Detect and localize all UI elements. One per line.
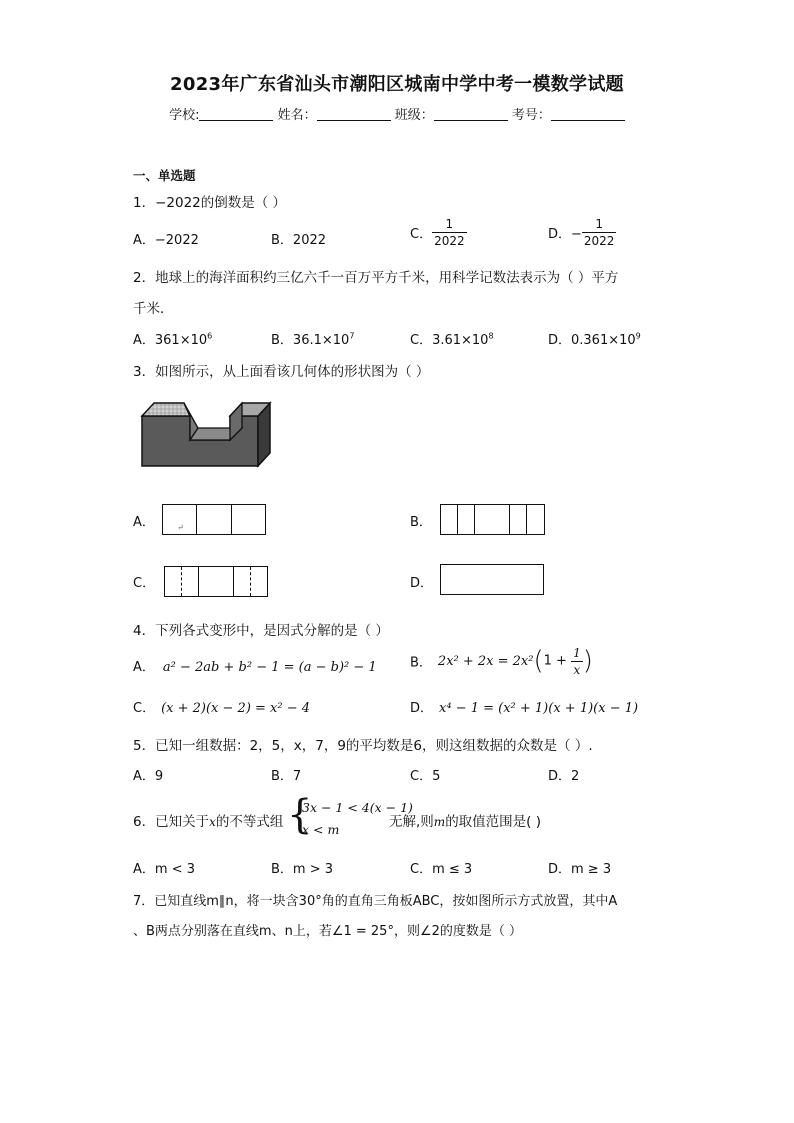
q4-option-b[interactable]: B． 2x² + 2x = 2x²(1 + $\frac{1}{x}$ ) — [410, 645, 593, 677]
class-blank[interactable] — [434, 107, 508, 121]
q1-option-c-fraction: $\frac{1}{2022}$ — [434, 217, 465, 248]
school-label: 学校: — [169, 108, 200, 123]
q1-stem: 1．−2022的倒数是（ ） — [133, 195, 287, 211]
q1-option-d-label: D．− — [548, 227, 582, 242]
number-label: 考号： — [511, 108, 551, 123]
q4-stem: 4．下列各式变形中，是因式分解的是（ ） — [133, 623, 389, 639]
q1-option-a[interactable]: A．−2022 — [133, 233, 199, 248]
q3-option-a-figure[interactable] — [162, 504, 266, 535]
class-label: 班级： — [394, 108, 434, 123]
q5-stem: 5．已知一组数据：2，5，x，7，9的平均数是6，则这组数据的众数是（ ）. — [133, 738, 593, 754]
system-brace: { — [287, 792, 313, 838]
q2-stem: 2．地球上的海洋面积约三亿六千一百万平方千米，用科学记数法表示为（ ）平方 — [133, 270, 619, 286]
q5-option-a[interactable]: A．9 — [133, 769, 164, 784]
q4-option-d[interactable]: D． x⁴ − 1 = (x² + 1)(x + 1)(x − 1) — [410, 701, 639, 716]
q3-option-c-figure[interactable] — [164, 566, 268, 597]
q7-stem: 7．已知直线m∥n，将一块含30°角的直角三角板ABC，按如图所示方式放置，其中A — [133, 894, 618, 909]
q2-option-c[interactable]: C．$3.61\times 10^8$ — [410, 331, 494, 348]
q1-option-d[interactable] — [548, 218, 616, 247]
q6-stem-post: 无解,则m的取值范围是( ) — [389, 814, 542, 830]
q1-option-c[interactable] — [410, 218, 467, 247]
q5-option-b[interactable]: B．7 — [271, 769, 302, 784]
q6-option-d[interactable]: D．m ≥ 3 — [548, 862, 612, 877]
q5-option-d[interactable]: D．2 — [548, 769, 580, 784]
q6-option-b[interactable]: B．m > 3 — [271, 862, 334, 877]
q6-option-a[interactable]: A．m < 3 — [133, 862, 195, 877]
section-heading: 一、单选题 — [133, 168, 196, 183]
q1-option-b[interactable]: B．2022 — [271, 233, 327, 248]
q2-option-a[interactable]: A．$361\times 10^6$ — [133, 331, 213, 348]
name-label: 姓名： — [277, 108, 317, 123]
solid-figure — [138, 398, 274, 470]
school-blank[interactable] — [199, 107, 273, 121]
q3-option-d-label[interactable]: D． — [410, 576, 434, 591]
q3-option-a-label[interactable]: A． — [133, 515, 155, 530]
q2-stem-cont: 千米． — [133, 301, 174, 317]
q6-option-c[interactable]: C．m ≤ 3 — [410, 862, 473, 877]
q3-option-b-label[interactable]: B． — [410, 515, 432, 530]
q6-inequality-1: 3x − 1 < 4(x − 1) — [302, 800, 413, 815]
q6-stem-pre: 6．已知关于x的不等式组 — [133, 814, 284, 830]
q1-option-d-fraction: $\frac{1}{2022}$ — [583, 217, 615, 248]
q3-option-c-label[interactable]: C． — [133, 576, 156, 591]
student-info-line — [0, 104, 794, 123]
q6-inequality-2: x < m — [302, 822, 340, 837]
q5-option-c[interactable]: C．5 — [410, 769, 441, 784]
return-mark-icon: ↵ — [177, 523, 184, 532]
number-blank[interactable] — [551, 107, 625, 121]
q7-stem-cont: 、B两点分别落在直线m、n上，若∠1 = 25°，则∠2的度数是（ ） — [133, 924, 523, 939]
q4-option-b-fraction: $\frac{1}{x}$ — [573, 645, 581, 677]
q2-option-d[interactable]: D．$0.361\times 10^9$ — [548, 331, 641, 348]
q4-option-a[interactable]: A． a² − 2ab + b² − 1 = (a − b)² − 1 — [133, 660, 377, 675]
q3-option-d-figure[interactable] — [440, 564, 544, 595]
q3-option-b-figure[interactable] — [440, 504, 545, 535]
q1-option-c-label: C． — [410, 227, 433, 242]
q3-stem: 3．如图所示，从上面看该几何体的形状图为（ ） — [133, 364, 430, 380]
name-blank[interactable] — [317, 107, 391, 121]
q2-option-b[interactable]: B．$36.1\times 10^7$ — [271, 331, 355, 348]
q4-option-c[interactable]: C． (x + 2)(x − 2) = x² − 4 — [133, 701, 311, 716]
page-title: 2023年广东省汕头市潮阳区城南中学中考一模数学试题 — [170, 74, 624, 95]
